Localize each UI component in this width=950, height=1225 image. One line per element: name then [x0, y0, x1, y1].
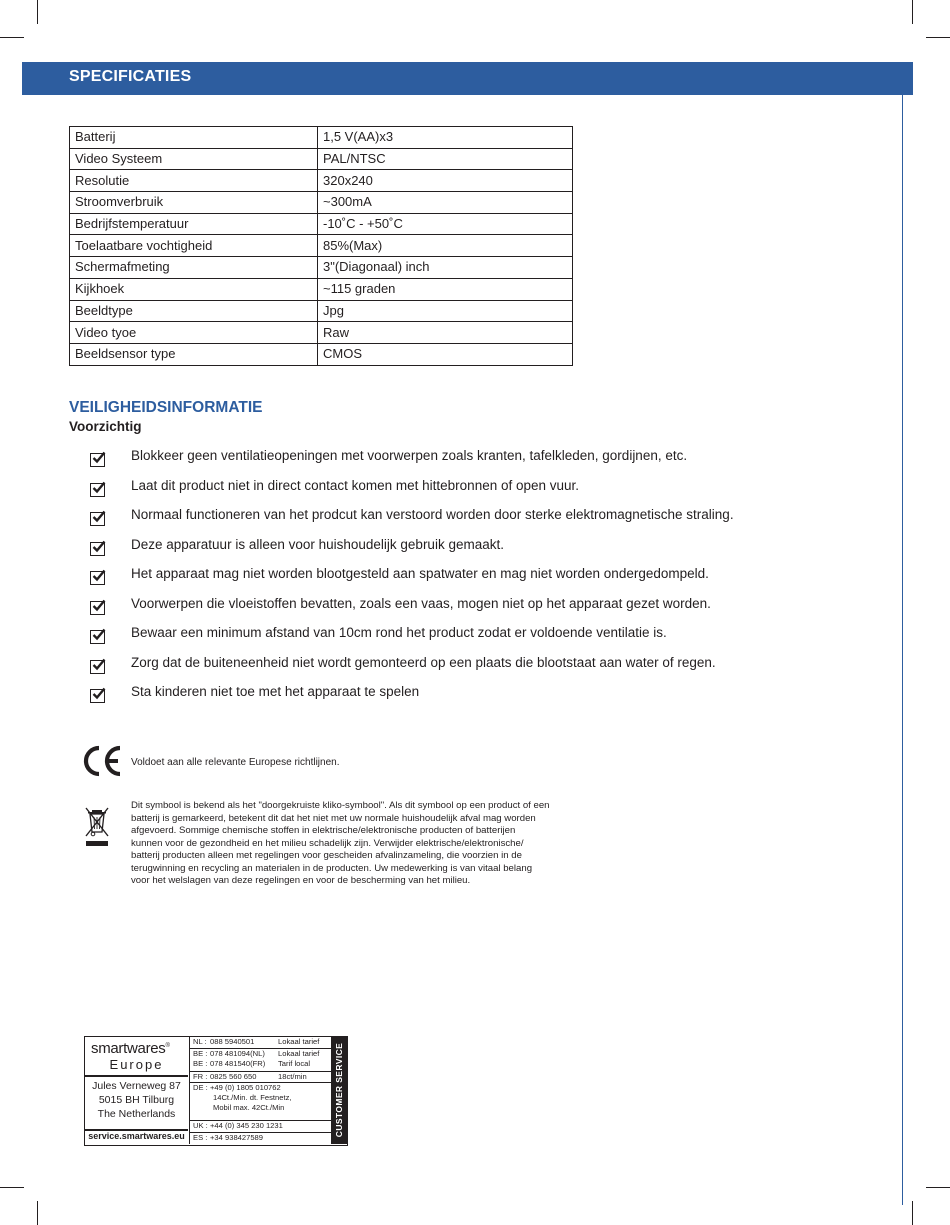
rate-label: Tarif local [278, 1058, 311, 1068]
address-line: 5015 BH Tilburg [98, 1094, 175, 1106]
brand-subtitle: Europe [109, 1057, 164, 1072]
phone-number[interactable]: 0825 560 650 [210, 1071, 257, 1081]
crop-mark [926, 37, 950, 38]
safety-item-text: Voorwerpen die vloeistoffen bevatten, zoals een vaas, mogen niet op het apparaat gezet worden. [131, 595, 711, 611]
spec-row [70, 127, 573, 149]
safety-item-text: Zorg dat de buiteneenheid niet wordt gemonteerd op een plaats die blootstaat aan water of regen. [131, 654, 716, 670]
safety-item-text: Blokkeer geen ventilatieopeningen met voorwerpen zoals kranten, tafelkleden, gordijnen, etc. [131, 448, 688, 463]
crop-mark [37, 1201, 38, 1225]
divider [85, 1075, 188, 1077]
spec-value: CMOS [318, 343, 573, 365]
rate-label: 18ct/min [278, 1071, 307, 1081]
brand-logo: smartwares® [91, 1040, 170, 1057]
safety-item-text: Deze apparatuur is alleen voor huishoudelijk gebruik gemaakt. [131, 536, 504, 552]
country-code: DE : [193, 1083, 208, 1092]
spec-value: ~115 graden [318, 278, 573, 300]
safety-title: VEILIGHEIDSINFORMATIE [69, 399, 263, 416]
checkbox-checked-icon [90, 601, 105, 615]
phone-row-fr [190, 1072, 332, 1084]
spec-label: Batterij [70, 127, 318, 149]
crop-mark [0, 1187, 24, 1188]
spec-row [70, 192, 573, 214]
rate-label: Mobil max. 42Ct./Min [213, 1103, 285, 1112]
spec-value: 1,5 V(AA)x3 [318, 127, 573, 149]
spec-label: Schermafmeting [70, 257, 318, 279]
phone-number[interactable]: 078 481540(FR) [210, 1058, 266, 1068]
weee-text [131, 800, 601, 888]
spec-row [70, 343, 573, 365]
phone-number[interactable]: 078 481094(NL) [210, 1048, 265, 1058]
phone-row-de [190, 1083, 332, 1121]
website-link[interactable]: service.smartwares.eu [88, 1131, 185, 1141]
spec-value: ~300mA [318, 192, 573, 214]
address-line: The Netherlands [97, 1108, 176, 1120]
rate-label: 14Ct./Min. dt. Festnetz, [213, 1093, 292, 1102]
spec-value: PAL/NTSC [318, 148, 573, 170]
weee-line: terugwinning en recycling an materialen in de producten. Uw medewerking is van vitaal belang [131, 862, 533, 874]
crop-mark [912, 1201, 913, 1225]
country-code: UK : [193, 1121, 208, 1130]
country-code: NL : [193, 1037, 207, 1046]
spec-value: -10˚C - +50˚C [318, 213, 573, 235]
safety-item-text: Bewaar een minimum afstand van 10cm rond het product zodat er voldoende ventilatie is. [131, 625, 667, 640]
spec-row [70, 213, 573, 235]
checkbox-checked-icon [90, 689, 105, 703]
spec-row [70, 148, 573, 170]
weee-line: afgevoerd. Sommige chemische stoffen in elektrische/elektronische producten of batterijen [131, 825, 516, 836]
spec-label: Beeldsensor type [70, 343, 318, 365]
crop-mark [37, 0, 38, 24]
phone-row-be [190, 1049, 332, 1072]
spec-value: Jpg [318, 300, 573, 322]
phone-row-nl [190, 1037, 332, 1049]
checkbox-checked-icon [90, 483, 105, 497]
checkbox-checked-icon [90, 453, 105, 467]
spec-row [70, 322, 573, 344]
page-title: SPECIFICATIES [69, 68, 192, 85]
spec-value: 320x240 [318, 170, 573, 192]
phone-row-uk [190, 1121, 332, 1133]
country-code: FR : [193, 1071, 208, 1081]
spec-row [70, 278, 573, 300]
checkbox-checked-icon [90, 630, 105, 644]
customer-service-strip [331, 1037, 347, 1144]
header-banner [22, 62, 913, 95]
spec-label: Stroomverbruik [70, 192, 318, 214]
weee-line: Dit symbool is bekend als het "doorgekruiste kliko-symbool". Als dit symbool op een product of een [131, 800, 550, 811]
country-code: ES : [193, 1132, 208, 1142]
ce-mark-icon [80, 744, 124, 778]
country-code: BE : [193, 1048, 208, 1058]
spec-value: 3"(Diagonaal) inch [318, 257, 573, 279]
safety-item-text: Normaal functioneren van het prodcut kan verstoord worden door sterke elektromagnetische straling. [131, 507, 734, 522]
spec-row [70, 170, 573, 192]
spec-label: Beeldtype [70, 300, 318, 322]
phone-row-es [190, 1133, 332, 1145]
checkbox-checked-icon [90, 660, 105, 674]
weee-line: voor het welslagen van deze regelingen en voor de bescherming van het milieu. [131, 875, 471, 886]
phone-number[interactable]: +49 (0) 1805 010762 [210, 1083, 281, 1092]
phone-number[interactable]: +44 (0) 345 230 1231 [210, 1121, 283, 1130]
checkbox-checked-icon [90, 571, 105, 585]
spec-row [70, 257, 573, 279]
checkbox-checked-icon [90, 542, 105, 556]
phone-number[interactable]: +34 938427589 [210, 1132, 264, 1142]
spec-row [70, 300, 573, 322]
spec-value: 85%(Max) [318, 235, 573, 257]
checkbox-checked-icon [90, 512, 105, 526]
crop-mark [912, 0, 913, 24]
safety-item-text: Sta kinderen niet toe met het apparaat te spelen [131, 684, 420, 699]
crossed-bin-icon [84, 804, 110, 850]
spec-label: Video tyoe [70, 322, 318, 344]
weee-line: kunnen voor de gezondheid en het milieu schadelijk zijn. Verwijder elektrische/elektronische/ [131, 837, 524, 849]
address-line: Jules Verneweg 87 [92, 1080, 181, 1092]
customer-service-label: CUSTOMER SERVICE [334, 1042, 344, 1138]
safety-subtitle: Voorzichtig [69, 419, 142, 434]
phone-number[interactable]: 088 5940501 [210, 1037, 255, 1046]
customer-service-card [84, 1036, 348, 1146]
side-rule [902, 95, 903, 1205]
spec-value: Raw [318, 322, 573, 344]
safety-item-text: Laat dit product niet in direct contact komen met hittebronnen of open vuur. [131, 477, 580, 493]
spec-label: Resolutie [70, 170, 318, 192]
safety-item-text: Het apparaat mag niet worden blootgesteld aan spatwater en mag niet worden ondergedompeld. [131, 566, 709, 581]
country-code: BE : [193, 1058, 208, 1068]
rate-label: Lokaal tarief [278, 1048, 320, 1058]
spec-table [69, 126, 573, 366]
spec-row [70, 235, 573, 257]
rate-label: Lokaal tarief [278, 1037, 320, 1046]
phone-list [190, 1037, 332, 1144]
spec-label: Video Systeem [70, 148, 318, 170]
spec-label: Toelaatbare vochtigheid [70, 235, 318, 257]
spec-label: Bedrijfstemperatuur [70, 213, 318, 235]
ce-text: Voldoet aan alle relevante Europese richtlijnen. [131, 757, 340, 768]
weee-line: batterij producten alleen met regelingen voor gescheiden afvalinzameling, die voorzien in de [131, 850, 522, 861]
brand-box [85, 1037, 190, 1144]
weee-line: batterij is gemarkeerd, betekent dit dat het niet met uw normale huishoudelijk afval mag worden [131, 812, 536, 824]
crop-mark [926, 1187, 950, 1188]
spec-label: Kijkhoek [70, 278, 318, 300]
crop-mark [0, 37, 24, 38]
